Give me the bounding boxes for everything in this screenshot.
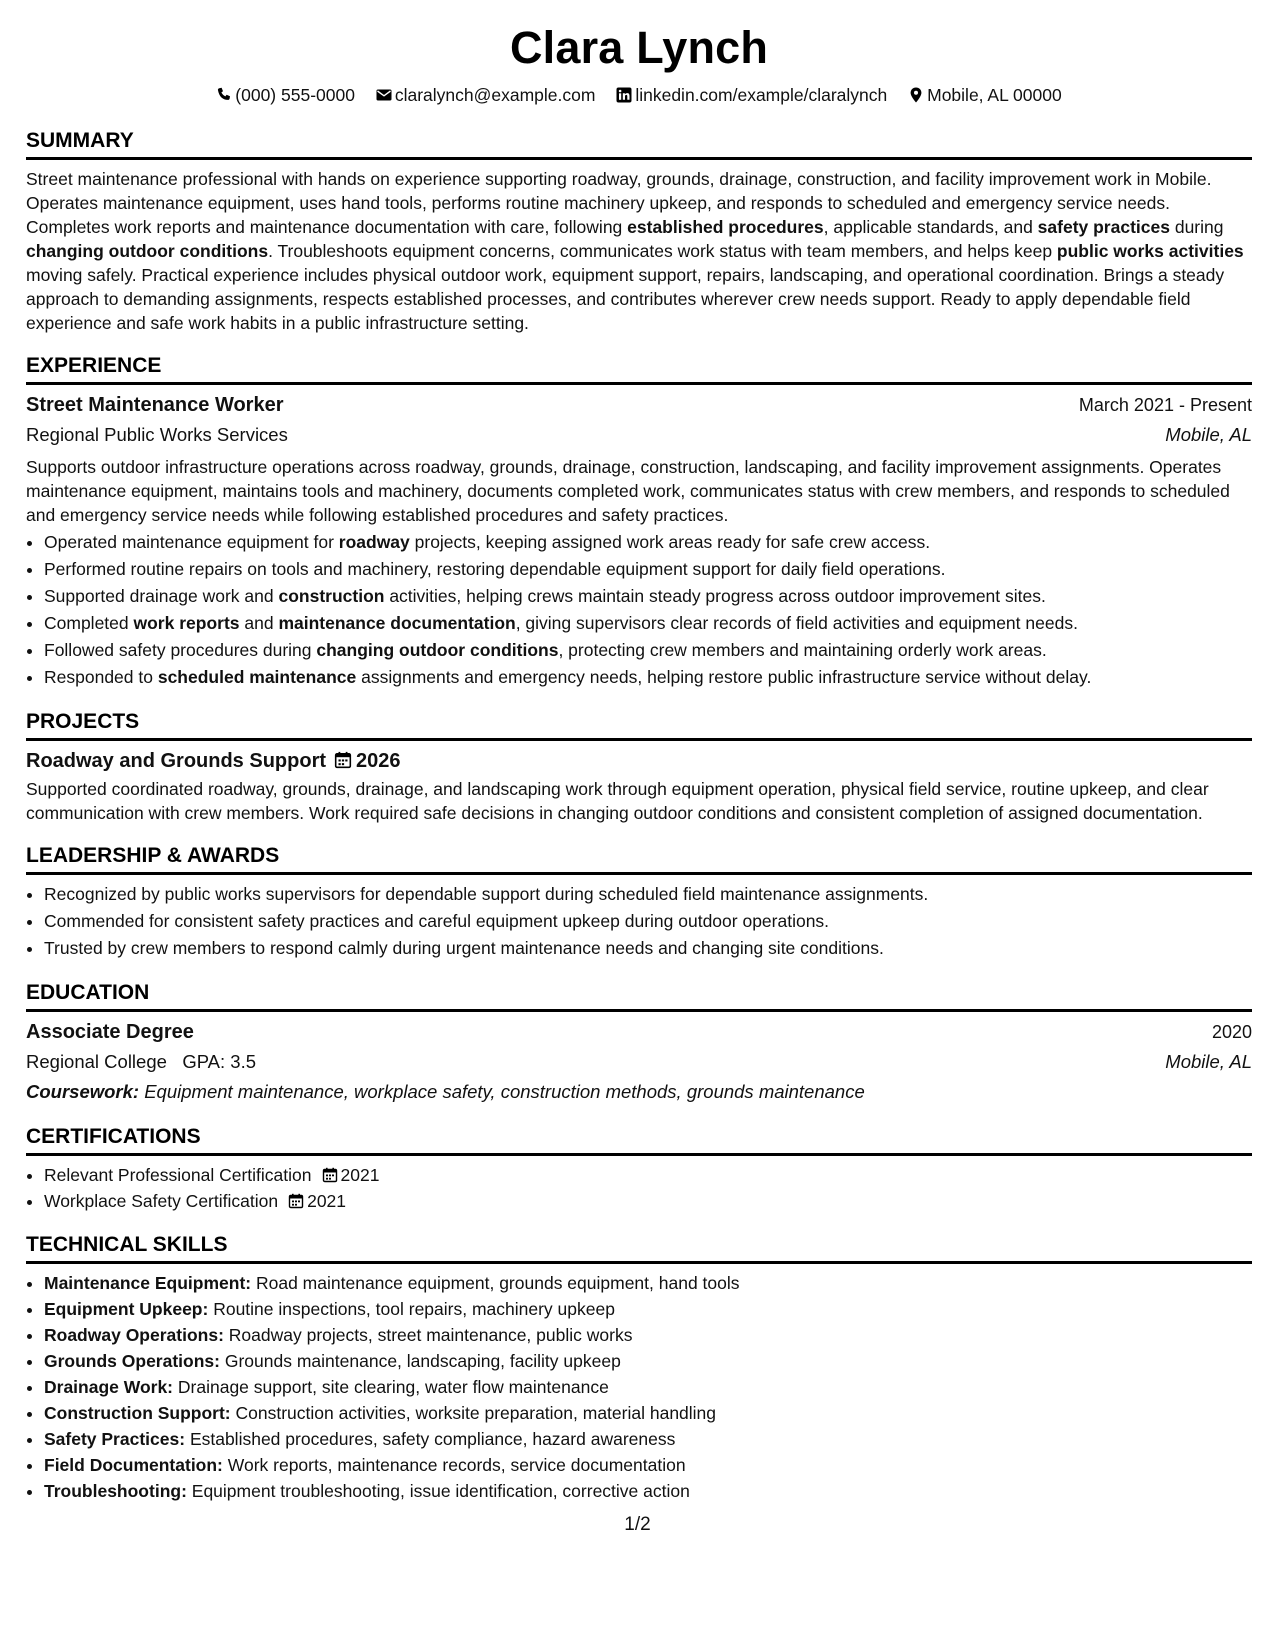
- skill-value: Grounds maintenance, landscaping, facility upkeep: [224, 1351, 621, 1371]
- job-bullet: [44, 556, 1252, 583]
- skill-label: Roadway Operations:: [44, 1325, 224, 1345]
- skill-label: Safety Practices:: [44, 1429, 186, 1449]
- text-run: , protecting crew members and maintaining orderly work areas.: [558, 640, 1047, 660]
- skill-value: Equipment troubleshooting, issue identification, corrective action: [191, 1481, 690, 1501]
- skills-section: [26, 1232, 1252, 1504]
- bold-phrase: established procedures: [627, 217, 824, 237]
- skill-label: Construction Support:: [44, 1403, 231, 1423]
- skill-label: Maintenance Equipment:: [44, 1273, 252, 1293]
- project-header: [26, 747, 1252, 775]
- job-company-row: [26, 421, 1252, 449]
- skill-value: Road maintenance equipment, grounds equipment, hand tools: [255, 1273, 740, 1293]
- graduation-year: 2020: [1211, 1022, 1252, 1042]
- bold-phrase: work reports: [133, 613, 240, 633]
- skill-value: Work reports, maintenance records, service documentation: [227, 1455, 686, 1475]
- skill-label: Equipment Upkeep:: [44, 1299, 209, 1319]
- job-bullet: [44, 610, 1252, 637]
- skill-value: Drainage support, site clearing, water flow maintenance: [177, 1377, 609, 1397]
- map-pin-icon: [908, 87, 924, 103]
- section-title-leadership: LEADERSHIP & AWARDS: [26, 843, 1252, 875]
- phone-text: (000) 555-0000: [235, 85, 355, 105]
- calendar-icon: [288, 1193, 304, 1209]
- bold-phrase: construction: [278, 586, 385, 606]
- certifications-section: [26, 1124, 1252, 1214]
- bold-phrase: public works activities: [1056, 241, 1244, 261]
- skill-label: Drainage Work:: [44, 1377, 174, 1397]
- skill-item: [44, 1322, 1252, 1348]
- skill-item: [44, 1478, 1252, 1504]
- bold-phrase: scheduled maintenance: [157, 667, 357, 687]
- project-year: 2026: [356, 750, 401, 772]
- job-description: Supports outdoor infrastructure operations across roadway, grounds, drainage, construction, landscaping, and facility improvement assignments. Operates maintenance equipment, maintains tools and machinery, documents completed work, communicates status with crew members, and responds to scheduled and emergency service needs while following established procedures and safety practices.: [26, 457, 1230, 525]
- text-run: Completed: [44, 613, 134, 633]
- leadership-item: • Commended for consistent safety practices and careful equipment upkeep during outdoor operations.: [44, 908, 1252, 935]
- coursework: [26, 1078, 1252, 1106]
- school-info: [26, 1048, 256, 1076]
- certification-item: [44, 1162, 1252, 1188]
- text-run: and: [239, 613, 279, 633]
- skill-value: Roadway projects, street maintenance, public works: [228, 1325, 633, 1345]
- resume-page: [26, 20, 1252, 1504]
- section-title-certifications: CERTIFICATIONS: [26, 1124, 1252, 1156]
- skill-value: Construction activities, worksite preparation, material handling: [235, 1403, 717, 1423]
- skills-list: [26, 1270, 1252, 1504]
- skill-item: [44, 1296, 1252, 1322]
- text-run: assignments and emergency needs, helping restore public infrastructure service without delay.: [356, 667, 1092, 687]
- section-title-experience: EXPERIENCE: [26, 353, 1252, 385]
- skill-item: [44, 1452, 1252, 1478]
- project-name: Roadway and Grounds Support: [26, 750, 327, 772]
- job-header: [26, 391, 1252, 419]
- contact-phone: [216, 84, 355, 106]
- bold-phrase: safety practices: [1037, 217, 1170, 237]
- bold-phrase: changing outdoor conditions: [26, 241, 269, 261]
- text-run: Operated maintenance equipment for: [44, 532, 339, 552]
- page-number: 1/2: [624, 1514, 651, 1535]
- section-title-summary: SUMMARY: [26, 128, 1252, 160]
- text-run: activities, helping crews maintain steady progress across outdoor improvement sites.: [384, 586, 1046, 606]
- certification-name: Relevant Professional Certification: [44, 1165, 312, 1185]
- job-bullet: [44, 664, 1252, 691]
- bold-phrase: roadway: [338, 532, 410, 552]
- phone-icon: [216, 87, 232, 103]
- contact-linkedin[interactable]: [616, 84, 887, 106]
- job-bullets: [26, 529, 1252, 691]
- job-dates: March 2021 - Present: [1078, 395, 1252, 415]
- job-bullet: [44, 529, 1252, 556]
- text-run: Performed routine repairs on tools and machinery, restoring dependable equipment support for daily field operations.: [44, 559, 946, 579]
- bold-phrase: maintenance documentation: [278, 613, 516, 633]
- leadership-list: [26, 881, 1252, 962]
- envelope-icon: [376, 87, 392, 103]
- job-title: Street Maintenance Worker: [26, 394, 284, 416]
- summary-text: [26, 167, 1252, 335]
- projects-section: [26, 709, 1252, 825]
- bold-phrase: changing outdoor conditions: [316, 640, 559, 660]
- text-run: projects, keeping assigned work areas ready for safe crew access.: [409, 532, 931, 552]
- skill-label: Grounds Operations:: [44, 1351, 220, 1371]
- text-run: . Troubleshoots equipment concerns, communicates work status with team members, and helps keep: [268, 241, 1057, 261]
- education-section: [26, 980, 1252, 1106]
- coursework-label: Coursework:: [26, 1081, 140, 1102]
- skill-label: Troubleshooting:: [44, 1481, 187, 1501]
- candidate-name: Clara Lynch: [509, 22, 769, 73]
- skill-item: [44, 1270, 1252, 1296]
- section-title-projects: PROJECTS: [26, 709, 1252, 741]
- school-location: Mobile, AL: [1165, 1051, 1252, 1072]
- leadership-section: [26, 843, 1252, 962]
- skill-value: Routine inspections, tool repairs, machinery upkeep: [213, 1299, 615, 1319]
- location-text: Mobile, AL 00000: [927, 85, 1062, 105]
- degree-name: Associate Degree: [26, 1021, 194, 1043]
- certification-year: 2021: [340, 1165, 380, 1185]
- section-title-skills: TECHNICAL SKILLS: [26, 1232, 1252, 1264]
- text-run: moving safely. Practical experience includes physical outdoor work, equipment support, repairs, landscaping, and operational coordination. Brings a steady approach to demanding assignments, respects established processes, and contributes wherever crew needs support. Ready to apply dependable field experience and safe work habits in a public infrastructure setting.: [26, 265, 1225, 333]
- certification-item: [44, 1188, 1252, 1214]
- leadership-item: • Trusted by crew members to respond calmly during urgent maintenance needs and changing site conditions.: [44, 935, 1252, 962]
- coursework-text: Equipment maintenance, workplace safety, construction methods, grounds maintenance: [144, 1081, 865, 1102]
- job-bullet: [44, 583, 1252, 610]
- skill-item: [44, 1348, 1252, 1374]
- linkedin-text: linkedin.com/example/claralynch: [635, 85, 888, 105]
- text-run: during: [1169, 217, 1224, 237]
- summary-section: [26, 128, 1252, 335]
- skill-item: [44, 1400, 1252, 1426]
- text-run: Supported drainage work and: [44, 586, 279, 606]
- calendar-icon: [334, 751, 352, 769]
- project-description: Supported coordinated roadway, grounds, drainage, and landscaping work through equipment operation, physical field service, routine upkeep, and clear communication with crew members. Work required safe decisions in changing outdoor conditions and consistent completion of assigned documentation.: [26, 779, 1209, 823]
- skill-value: Established procedures, safety compliance, hazard awareness: [189, 1429, 676, 1449]
- text-run: Followed safety procedures during: [44, 640, 317, 660]
- certification-year: 2021: [307, 1191, 347, 1211]
- certification-name: Workplace Safety Certification: [44, 1191, 279, 1211]
- certification-list: [26, 1162, 1252, 1214]
- job-company: Regional Public Works Services: [26, 424, 288, 445]
- section-title-education: EDUCATION: [26, 980, 1252, 1012]
- leadership-item: • Recognized by public works supervisors for dependable support during scheduled field maintenance assignments.: [44, 881, 1252, 908]
- school-name: Regional College: [26, 1051, 167, 1072]
- education-header: [26, 1018, 1252, 1046]
- text-run: , giving supervisors clear records of field activities and equipment needs.: [515, 613, 1078, 633]
- skill-label: Field Documentation:: [44, 1455, 223, 1475]
- contact-location: [908, 84, 1062, 106]
- text-run: , applicable standards, and: [823, 217, 1038, 237]
- skill-item: [44, 1374, 1252, 1400]
- contact-line: [26, 84, 1252, 106]
- text-run: Street maintenance professional with hands on experience supporting roadway, grounds, drainage, construction, and facility improvement work in Mobile. Operates maintenance equipment, uses hand tools, performs routine machinery upkeep, and responds to scheduled and emergency service needs. Completes work reports and maintenance documentation with care, following: [26, 169, 1212, 237]
- school-row: [26, 1048, 1252, 1076]
- job-bullet: [44, 637, 1252, 664]
- skill-item: [44, 1426, 1252, 1452]
- email-text: claralynch@example.com: [394, 85, 596, 105]
- linkedin-icon: [616, 87, 632, 103]
- experience-section: [26, 353, 1252, 691]
- contact-email[interactable]: [376, 84, 596, 106]
- school-gpa: GPA: 3.5: [182, 1051, 257, 1072]
- calendar-icon: [322, 1167, 338, 1183]
- job-location: Mobile, AL: [1165, 424, 1252, 445]
- text-run: Responded to: [44, 667, 158, 687]
